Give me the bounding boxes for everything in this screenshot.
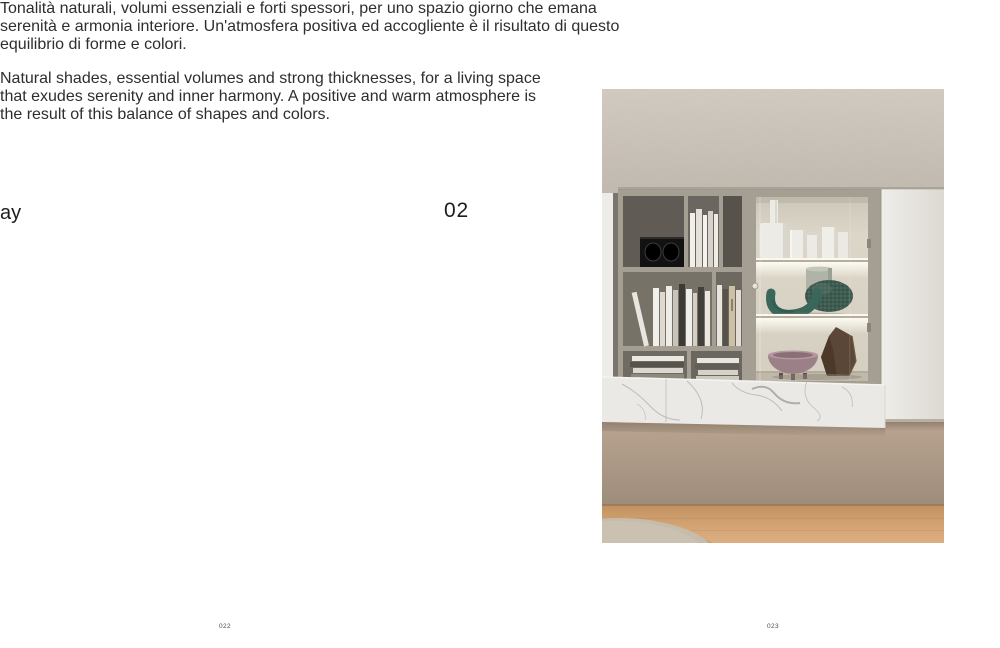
floor-wall-seam [602,504,944,506]
cube-sculpture [640,237,684,267]
door-hinge [867,323,871,332]
books-middle-row-right [717,285,741,346]
unit-top-shadow [618,187,944,190]
marble-base-unit [602,377,885,437]
glass-shelf-lower [756,314,868,334]
clipped-section-word: ay [0,202,22,224]
door-hinge [867,239,871,248]
floor-plank-line [602,518,944,519]
page-number-right: 023 [767,623,780,630]
intro-it-line-2: serenità e armonia interiore. Un'atmosfera positiva ed accogliente è il risultato di questo [0,18,620,35]
intro-it-line-1: Tonalità naturali, volumi essenziali e forti spessori, per uno spazio giorno che emana [0,0,597,17]
intro-en-line-2: that exudes serenity and inner harmony. A positive and warm atmosphere is [0,88,536,105]
interior-photo-scene [602,89,944,543]
intro-it-line-3: equilibrio di forme e colori. [0,36,187,53]
left-wall-sliver [602,193,618,385]
page-number-left: 022 [219,623,232,630]
interior-photo [602,89,944,543]
intro-en-line-3: the result of this balance of shapes and colors. [0,106,330,123]
glass-door-sheen [849,197,851,381]
intro-en-line-1: Natural shades, essential volumes and strong thicknesses, for a living space [0,70,541,87]
bottom-shelf-shadow [772,374,862,380]
glass-door-sheen [759,197,761,381]
display-cabinet [752,197,871,381]
door-knob [752,283,758,289]
side-panel [880,189,944,431]
section-number: 02 [444,199,469,222]
upper-wall-texture [602,89,944,193]
